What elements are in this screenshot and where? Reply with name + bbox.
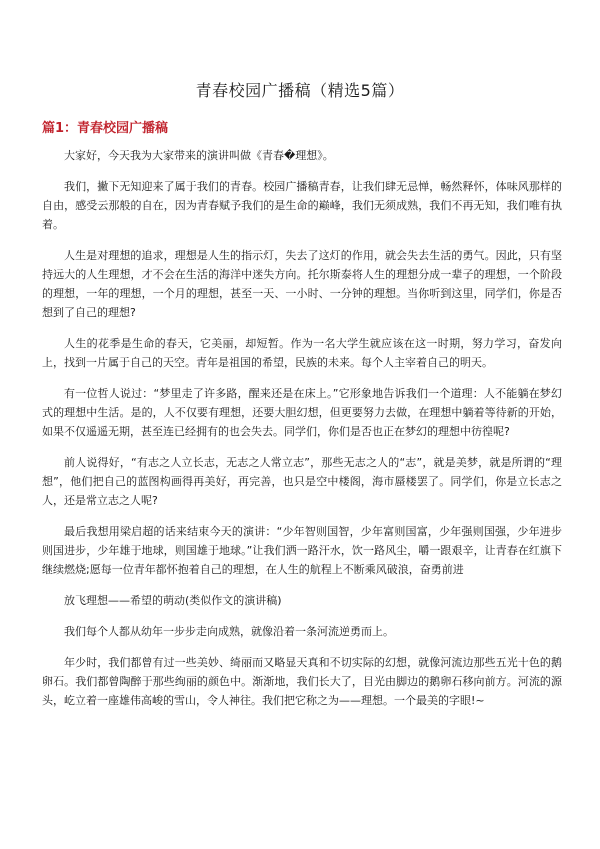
section-heading: 篇1：青春校园广播稿 bbox=[42, 121, 169, 136]
paragraph-5: 有一位哲人说过：“梦里走了许多路，醒来还是在床上。”它形象地告诉我们一个道理：人不能躺在梦幻式的理想中生活。是的，人不仅要有理想，还要大胆幻想，但更要努力去做，在理想中躺着等待新的开始，如果不仅遥遥无期，甚至连已经拥有的也会失去。同学们，你们是否也正在梦幻的理想中彷徨呢? bbox=[42, 387, 562, 438]
paragraph-3: 人生是对理想的追求，理想是人生的指示灯，失去了这灯的作用，就会失去生活的勇气。因此，只有坚持远大的人生理想，才不会在生活的海洋中迷失方向。托尔斯泰将人生的理想分成一辈子的理想，一个阶段的理想，一年的理想，一个月的理想，甚至一天、一小时、一分钟的理想。当你听到这里，同学们，你是否想到了自己的理想? bbox=[42, 249, 562, 319]
subheading-paragraph: 放飞理想——希望的萌动(类似作文的演讲稿) bbox=[64, 594, 282, 607]
paragraph-10: 年少时，我们都曾有过一些美妙、绮丽而又略显天真和不切实际的幻想，就像河流边那些五光十色的鹅卵石。我们都曾陶醉于那些绚丽的颜色中。渐渐地，我们长大了，目光由脚边的鹅卵石移向前方。河流的源头，屹立着一座雄伟高峻的雪山，令人神往。我们把它称之为——理想。一个最美的字眼!~ bbox=[42, 656, 562, 707]
paragraph-1: 大家好，今天我为大家带来的演讲叫做《青春�理想》。 bbox=[64, 149, 334, 162]
document-title: 青春校园广播稿（精选5篇） bbox=[195, 81, 405, 100]
paragraph-6: 前人说得好，“有志之人立长志，无志之人常立志”，那些无志之人的“志”，就是美梦，就是所谓的“理想”，他们把自己的蓝图构画得再美好，再完善，也只是空中楼阁，海市蜃楼罢了。同学们，你是立长志之人，还是常立志之人呢? bbox=[42, 456, 562, 507]
paragraph-4: 人生的花季是生命的春天，它美丽，却短暂。作为一名大学生就应该在这一时期，努力学习，奋发向上，找到一片属于自己的天空。青年是祖国的希望，民族的未来。每个人主宰着自己的明天。 bbox=[42, 337, 562, 369]
paragraph-2: 我们，撇下无知迎来了属于我们的青春。校园广播稿青春，让我们肆无忌惮，畅然释怀，体味风那样的自由，感受云那般的自在，因为青春赋予我们的是生命的巅峰，我们无须成熟，我们不再无知，我们唯有执着。 bbox=[42, 180, 562, 231]
paragraph-9: 我们每个人都从幼年一步步走向成熟，就像沿着一条河流逆勇而上。 bbox=[64, 625, 394, 638]
document-body bbox=[42, 146, 562, 722]
paragraph-7: 最后我想用梁启超的话来结束今天的演讲：“少年智则国智，少年富则国富，少年强则国强，少年进步则国进步，少年雄于地球，则国雄于地球。”让我们洒一路汗水，饮一路风尘，嚼一跟艰辛，让青春在红旗下继续燃烧;愿每一位青年都怀抱着自己的理想，在人生的航程上不断乘风破浪，奋勇前进 bbox=[42, 525, 562, 576]
